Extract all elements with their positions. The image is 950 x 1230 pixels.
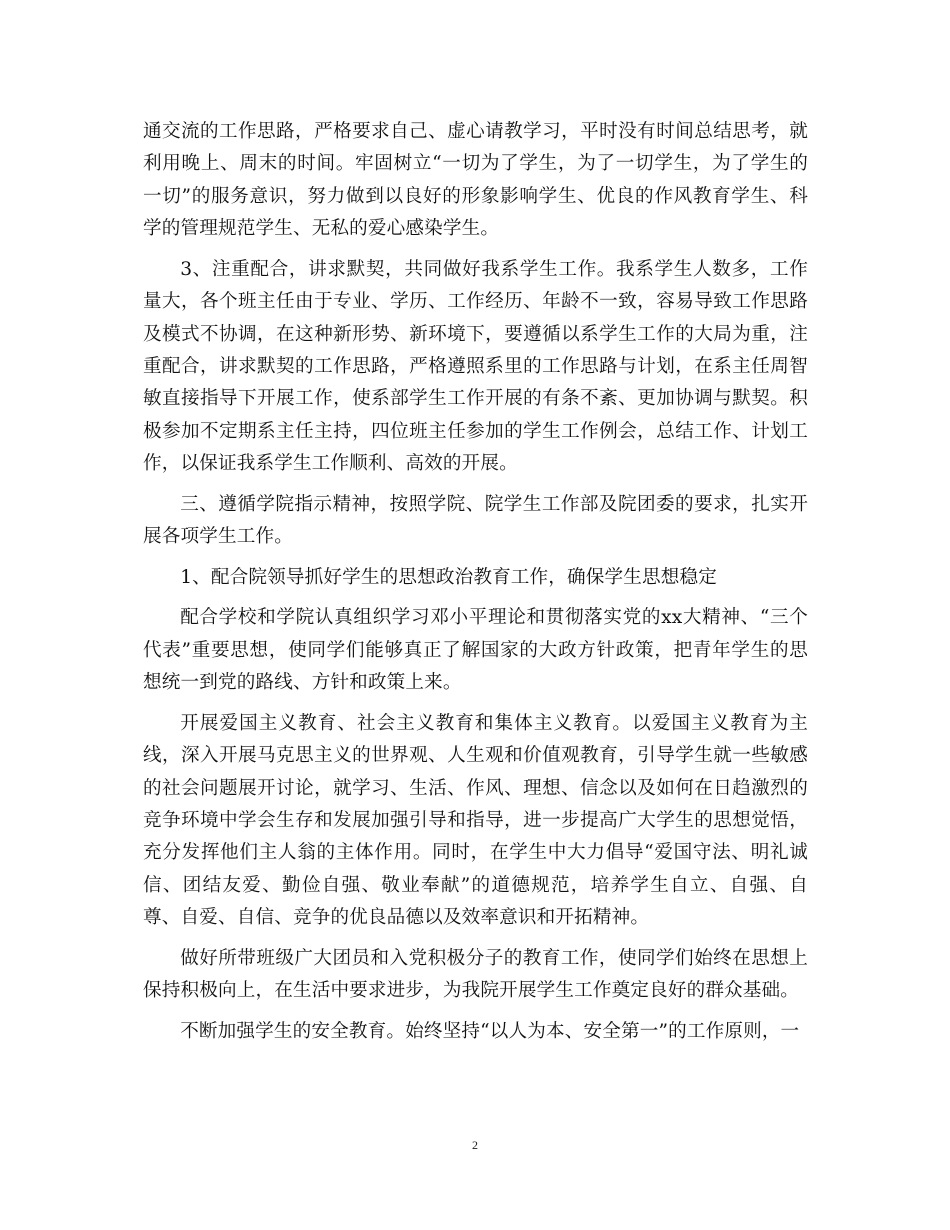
paragraph-league-members: 做好所带班级广大团员和入党积极分子的教育工作，使同学们始终在思想上保持积极向上，在生活中要求进步，为我院开展学生工作奠定良好的群众基础。 bbox=[143, 947, 808, 1002]
subsection-heading-one: 1、配合院领导抓好学生的思想政治教育工作，确保学生思想稳定 bbox=[180, 566, 717, 588]
paragraph-coordination: 3、注重配合，讲求默契，共同做好我系学生工作。我系学生人数多，工作量大，各个班主任由于专业、学历、工作经历、年龄不一致，容易导致工作思路及模式不协调，在这种新形势、新环境下，要遵循以系学生工作的大局为重，注重配合，讲求默契的工作思路，严格遵照系里的工作思路与计划，在系主任周智敏直接指导下开展工作，使系部学生工作开展的有条不紊、更加协调与默契。积极参加不定期系主任主持，四位班主任参加的学生工作例会，总结工作、计划工作，以保证我系学生工作顺利、高效的开展。 bbox=[143, 258, 808, 475]
section-heading-three: 三、遵循学院指示精神，按照学院、院学生工作部及院团委的要求，扎实开展各项学生工作。 bbox=[143, 493, 808, 548]
paragraph-safety-education: 不断加强学生的安全教育。始终坚持“以人为本、安全第一”的工作原则，一 bbox=[180, 1020, 800, 1042]
document-body bbox=[143, 116, 808, 1048]
page-number: 2 bbox=[472, 1138, 478, 1152]
paragraph-patriotic-education: 开展爱国主义教育、社会主义教育和集体主义教育。以爱国主义教育为主线，深入开展马克思主义的世界观、人生观和价值观教育，引导学生就一些敏感的社会问题展开讨论，就学习、生活、作风、理想、信念以及如何在日趋激烈的竞争环境中学会生存和发展加强引导和指导，进一步提高广大学生的思想觉悟，充分发挥他们主人翁的主体作用。同时，在学生中大力倡导“爱国守法、明礼诚信、团结友爱、勤俭自强、敬业奉献”的道德规范，培养学生自立、自强、自尊、自爱、自信、竞争的优良品德以及效率意识和开拓精神。 bbox=[143, 712, 808, 929]
paragraph-theory-study: 配合学校和学院认真组织学习邓小平理论和贯彻落实党的xx大精神、“三个代表”重要思想，使同学们能够真正了解国家的大政方针政策，把青年学生的思想统一到党的路线、方针和政策上来。 bbox=[143, 607, 808, 694]
paragraph-continued: 通交流的工作思路，严格要求自己、虚心请教学习，平时没有时间总结思考，就利用晚上、周末的时间。牢固树立“一切为了学生，为了一切学生，为了学生的一切”的服务意识，努力做到以良好的形象影响学生、优良的作风教育学生、科学的管理规范学生、无私的爱心感染学生。 bbox=[143, 121, 808, 240]
